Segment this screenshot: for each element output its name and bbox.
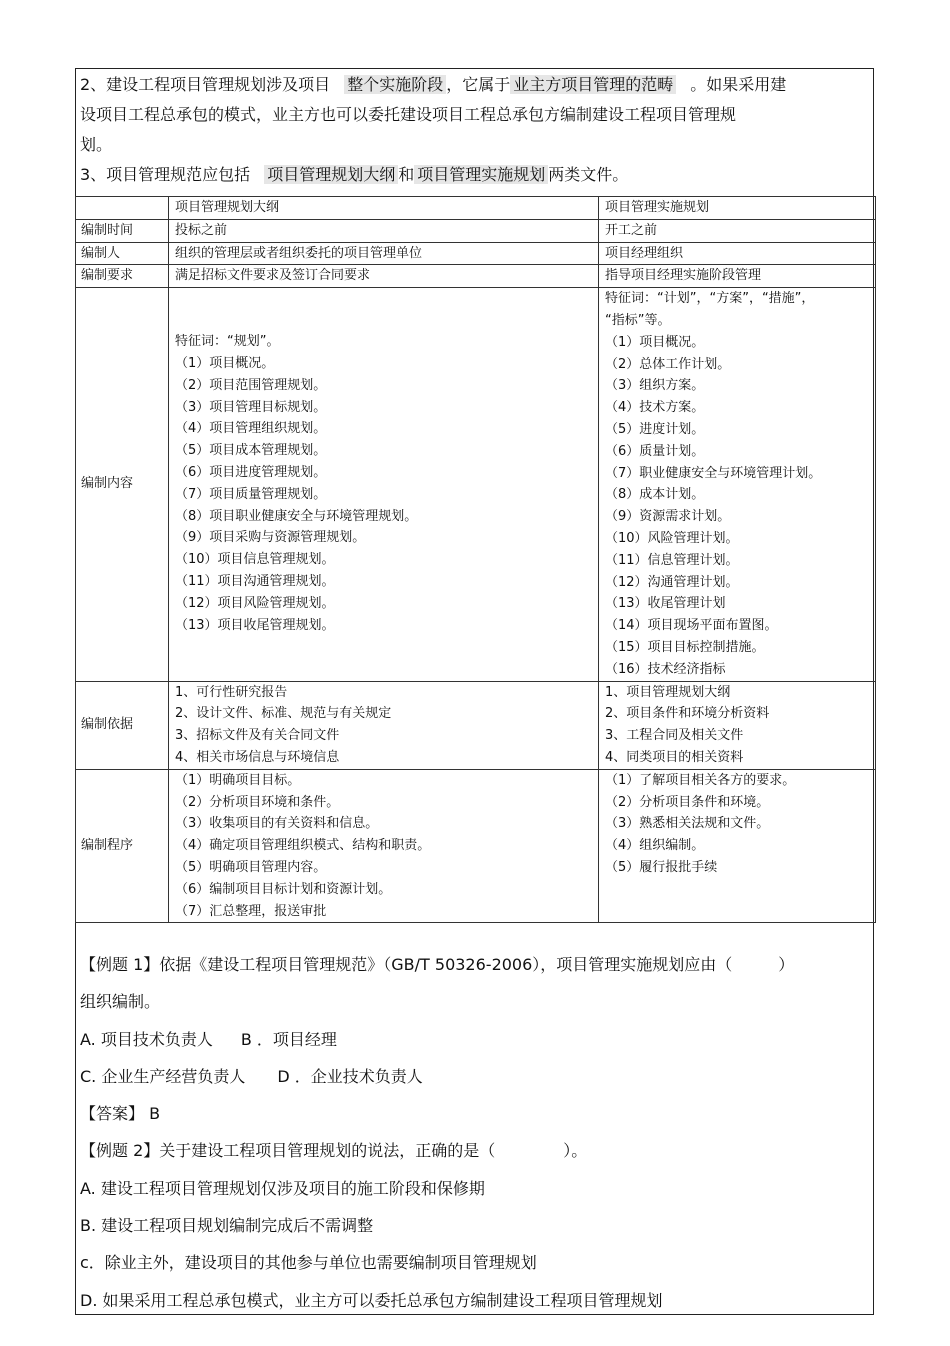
option-b: B ．项目经理: [240, 1029, 337, 1049]
cell-impl-person: 项目经理组织: [599, 242, 876, 265]
list-item: （10）风险管理计划。: [605, 530, 739, 546]
list-item: （4）组织编制。: [605, 838, 705, 854]
row-label-person: 编制人: [76, 242, 169, 265]
cell-impl-procedure: [599, 769, 876, 923]
comparison-table: [75, 196, 876, 923]
table-row: [76, 769, 876, 923]
list-item: （7）汇总整理，报送审批: [175, 903, 327, 919]
table-row: [76, 288, 876, 681]
list-item: （3）组织方案。: [605, 378, 705, 394]
list-item: 2、设计文件、标准、规范与有关规定: [175, 706, 392, 722]
list-item: （14）项目现场平面布置图。: [605, 618, 778, 634]
option-a: A. 项目技术负责人: [80, 1029, 213, 1049]
option-c: C. 企业生产经营负责人: [80, 1066, 246, 1086]
list-item: 3、招标文件及有关合同文件: [175, 728, 340, 744]
highlight-owner: 业主方项目管理的范畴: [510, 75, 676, 94]
option-d: D ．企业技术负责人: [277, 1066, 423, 1086]
intro-section: [80, 70, 870, 190]
list-item: “指标”等。: [605, 312, 671, 328]
intro-text: 和: [398, 165, 415, 184]
list-item: （6）质量计划。: [605, 443, 705, 459]
list-item: （11）信息管理计划。: [605, 552, 739, 568]
question-bracket: ）: [778, 955, 795, 974]
list-item: （2）总体工作计划。: [605, 356, 731, 372]
example-1-options-cd: [80, 1058, 870, 1095]
list-item: （12）项目风险管理规划。: [175, 595, 335, 611]
list-item: （9）项目采购与资源管理规划。: [175, 530, 366, 546]
list-item: （7）职业健康安全与环境管理计划。: [605, 465, 822, 481]
example-1-question: [80, 946, 870, 983]
row-label-content: 编制内容: [76, 288, 169, 681]
list-item: （4）技术方案。: [605, 400, 705, 416]
example-2-question: [80, 1132, 870, 1169]
list-item: （3）收集项目的有关资料和信息。: [175, 816, 379, 832]
cell-impl-req: 指导项目经理实施阶段管理: [599, 265, 876, 288]
intro-line-1: [80, 70, 870, 100]
highlight-outline: 项目管理规划大纲: [264, 165, 398, 184]
cell-outline-basis: [169, 681, 599, 769]
example-1-question-cont: 组织编制。: [80, 992, 161, 1012]
list-item: 4、相关市场信息与环境信息: [175, 749, 340, 765]
table-row: [76, 242, 876, 265]
header-impl: 项目管理实施规划: [599, 197, 876, 220]
list-item: 特征词：“计划”，“方案”，“措施”，: [605, 291, 815, 307]
intro-text: 两类文件。: [548, 165, 629, 184]
question-text: 【例题 2】关于建设工程项目管理规划的说法，正确的是（: [80, 1141, 496, 1161]
intro-text: 2、建设工程项目管理规划涉及项目: [80, 75, 331, 94]
example-2-option-c: c．除业主外，建设项目的其他参与单位也需要编制项目管理规划: [80, 1253, 537, 1273]
list-item: （6）编制项目目标计划和资源计划。: [175, 881, 392, 897]
list-item: （5）进度计划。: [605, 421, 705, 437]
list-item: 2、项目条件和环境分析资料: [605, 706, 770, 722]
list-item: （13）收尾管理计划: [605, 596, 726, 612]
example-2-option-a: A. 建设工程项目管理规划仅涉及项目的施工阶段和保修期: [80, 1178, 485, 1198]
list-item: 1、项目管理规划大纲: [605, 684, 731, 700]
list-item: （3）熟悉相关法规和文件。: [605, 816, 770, 832]
list-item: 特征词：“规划”。: [175, 334, 280, 350]
cell-impl-time: 开工之前: [599, 219, 876, 242]
intro-text: 3、项目管理规范应包括: [80, 165, 251, 184]
list-item: （9）资源需求计划。: [605, 509, 731, 525]
cell-outline-content: [169, 288, 599, 681]
table-row: [76, 219, 876, 242]
list-item: （16）技术经济指标: [605, 661, 726, 677]
table-row: [76, 681, 876, 769]
table-header-row: [76, 197, 876, 220]
highlight-scope: 整个实施阶段: [344, 75, 446, 94]
cell-impl-content: [599, 288, 876, 681]
cell-outline-person: 组织的管理层或者组织委托的项目管理单位: [169, 242, 599, 265]
cell-outline-req: 满足招标文件要求及签订合同要求: [169, 265, 599, 288]
list-item: （13）项目收尾管理规划。: [175, 617, 335, 633]
intro-line-3: 划。: [80, 135, 113, 154]
list-item: （12）沟通管理计划。: [605, 574, 739, 590]
list-item: （4）项目管理组织规划。: [175, 421, 327, 437]
list-item: （15）项目目标控制措施。: [605, 639, 765, 655]
question-bracket: ）。: [563, 1141, 588, 1161]
row-label-req: 编制要求: [76, 265, 169, 288]
list-item: （8）项目职业健康安全与环境管理规划。: [175, 508, 418, 524]
example-2-option-d: D. 如果采用工程总承包模式，业主方可以委托总承包方编制建设工程项目管理规划: [80, 1290, 663, 1310]
question-text: 【例题 1】依据《建设工程项目管理规范》（GB/T 50326-2006），项目管理实施规划应由（: [80, 955, 733, 974]
list-item: （1）项目概况。: [605, 334, 705, 350]
list-item: 3、工程合同及相关文件: [605, 728, 744, 744]
list-item: （2）分析项目条件和环境。: [605, 794, 770, 810]
list-item: （5）明确项目管理内容。: [175, 859, 327, 875]
list-item: （4）确定项目管理组织模式、结构和职责。: [175, 838, 431, 854]
list-item: （8）成本计划。: [605, 487, 705, 503]
row-label-procedure: 编制程序: [76, 769, 169, 923]
list-item: （1）项目概况。: [175, 355, 275, 371]
list-item: （6）项目进度管理规划。: [175, 464, 327, 480]
answer: 【答案】 B: [80, 1104, 161, 1124]
intro-line-4: [80, 160, 870, 190]
row-label-basis: 编制依据: [76, 681, 169, 769]
intro-text: ，它属于: [446, 75, 511, 94]
list-item: （7）项目质量管理规划。: [175, 486, 327, 502]
example-2-option-b: B. 建设工程项目规划编制完成后不需调整: [80, 1216, 374, 1236]
list-item: 1、可行性研究报告: [175, 684, 288, 700]
example-1-options-ab: [80, 1021, 870, 1058]
list-item: （2）分析项目环境和条件。: [175, 794, 340, 810]
list-item: （1）明确项目目标。: [175, 772, 301, 788]
highlight-impl: 项目管理实施规划: [414, 165, 548, 184]
intro-line-2: 设项目工程总承包的模式，业主方也可以委托建设项目工程总承包方编制建设工程项目管理规: [80, 105, 737, 124]
cell-impl-basis: [599, 681, 876, 769]
header-outline: 项目管理规划大纲: [169, 197, 599, 220]
list-item: （11）项目沟通管理规划。: [175, 573, 335, 589]
list-item: （10）项目信息管理规划。: [175, 552, 335, 568]
row-label-time: 编制时间: [76, 219, 169, 242]
list-item: （5）项目成本管理规划。: [175, 443, 327, 459]
cell-outline-time: 投标之前: [169, 219, 599, 242]
intro-text: 。如果采用建: [690, 75, 787, 94]
list-item: （3）项目管理目标规划。: [175, 399, 327, 415]
examples-section: [80, 946, 870, 1319]
list-item: （2）项目范围管理规划。: [175, 377, 327, 393]
header-cell-empty: [76, 197, 169, 220]
list-item: （1）了解项目相关各方的要求。: [605, 772, 796, 788]
list-item: （5）履行报批手续: [605, 859, 718, 875]
table-row: [76, 265, 876, 288]
list-item: 4、同类项目的相关资料: [605, 749, 744, 765]
cell-outline-procedure: [169, 769, 599, 923]
